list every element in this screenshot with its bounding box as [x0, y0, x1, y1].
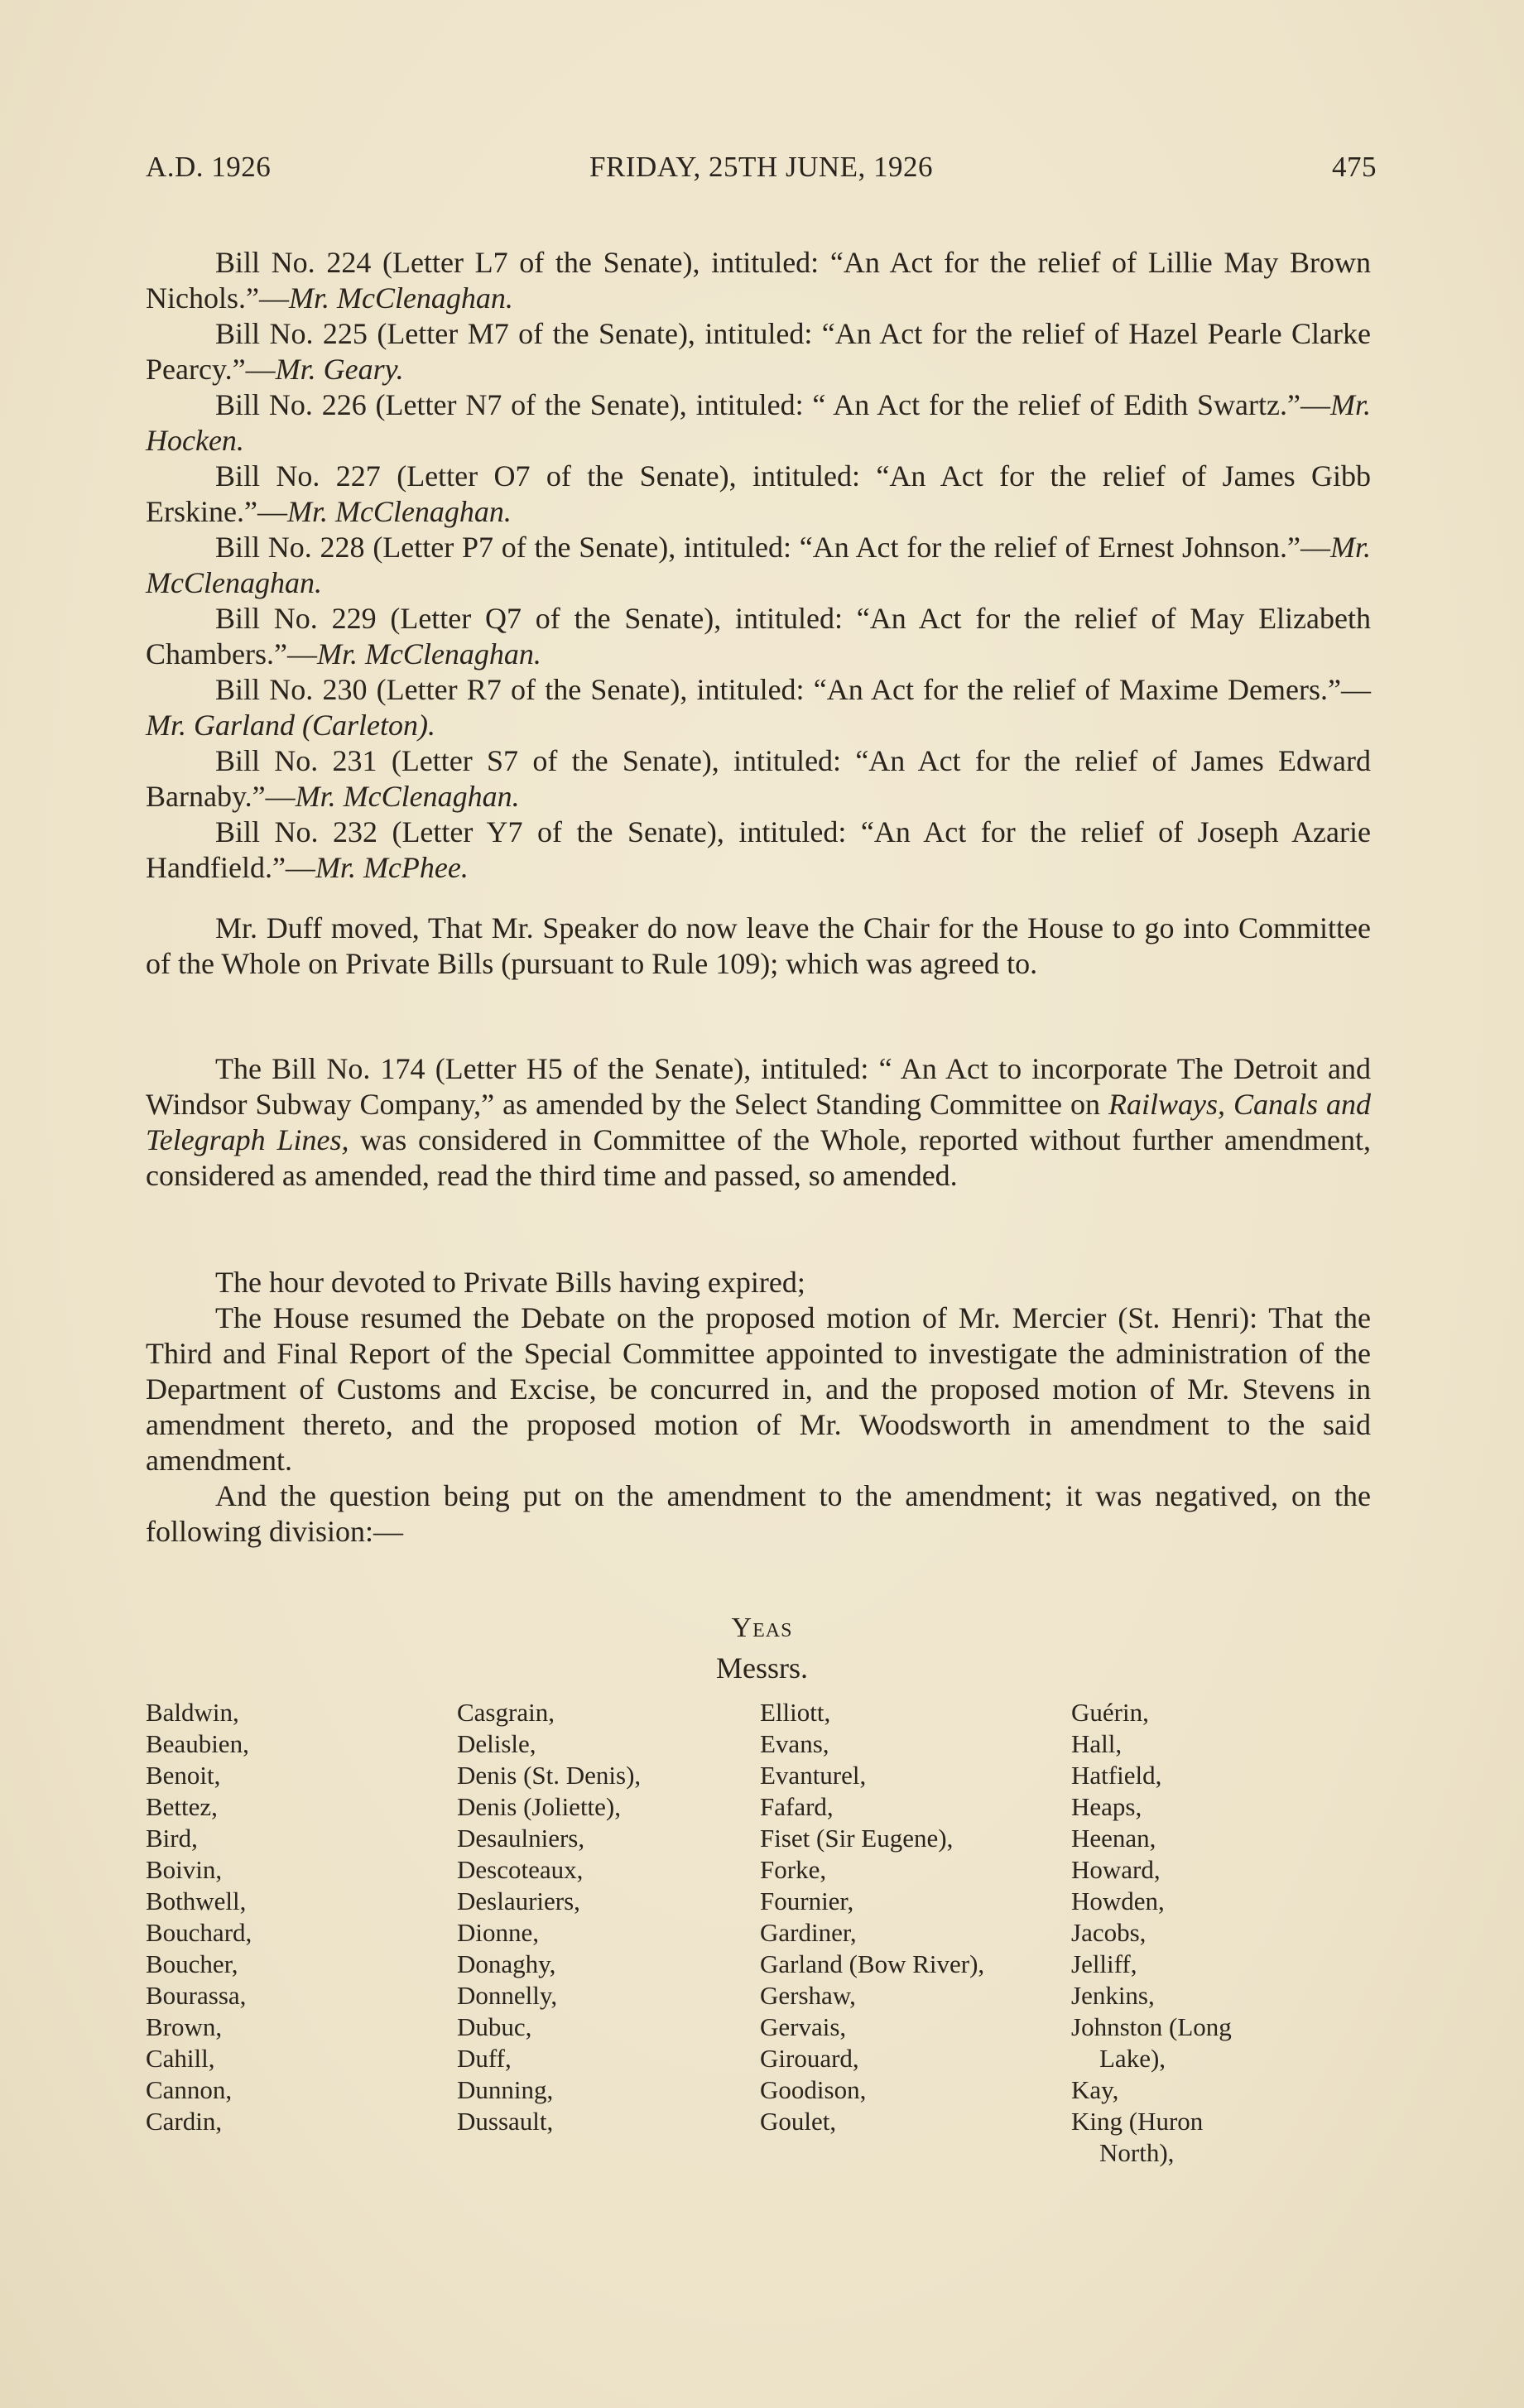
names-column-4: [1071, 1697, 1232, 2169]
member-name: Gershaw,: [760, 1981, 856, 2010]
member-name: Cahill,: [146, 2044, 215, 2073]
member-name: Donaghy,: [457, 1949, 556, 1978]
member-name: Garland (Bow River),: [760, 1949, 985, 1978]
member-name: Fafard,: [760, 1792, 834, 1821]
member-name: Cannon,: [146, 2075, 233, 2104]
bill-entry: Bill No. 231 (Letter S7 of the Senate), intituled: “An Act for the relief of James Edward Barnaby.”—Mr. McClenaghan.: [146, 744, 1371, 813]
names-column-2: [457, 1697, 641, 2137]
member-name: Elliott,: [760, 1698, 831, 1727]
names-column-3: [760, 1697, 984, 2137]
member-name: Jenkins,: [1071, 1981, 1155, 2010]
member-name: Cardin,: [146, 2107, 223, 2136]
member-name: Denis (St. Denis),: [457, 1761, 642, 1790]
member-name-continued: North),: [1099, 2138, 1175, 2167]
bill-entry: Bill No. 225 (Letter M7 of the Senate), intituled: “An Act for the relief of Hazel Pearle Clarke Pearcy.”—Mr. Geary.: [146, 317, 1371, 386]
member-name: Howard,: [1071, 1855, 1161, 1884]
bill-entry: Bill No. 229 (Letter Q7 of the Senate), intituled: “An Act for the relief of May Elizabeth Chambers.”—Mr. McClenaghan.: [146, 602, 1371, 670]
member-name: Bothwell,: [146, 1887, 247, 1915]
member-name: Dionne,: [457, 1918, 540, 1947]
header-date: FRIDAY, 25TH JUNE, 1926: [589, 151, 934, 183]
member-name: Bettez,: [146, 1792, 218, 1821]
page-number: 475: [1332, 151, 1377, 183]
member-name: Descoteaux,: [457, 1855, 584, 1884]
bill-entry: Bill No. 224 (Letter L7 of the Senate), intituled: “An Act for the relief of Lillie May Brown Nichols.”—Mr. McClenaghan.: [146, 246, 1371, 315]
bill-entry: Bill No. 227 (Letter O7 of the Senate), intituled: “An Act for the relief of James Gibb Erskine.”—Mr. McClenaghan.: [146, 459, 1371, 528]
bill-entry: Bill No. 230 (Letter R7 of the Senate), intituled: “An Act for the relief of Maxime Demers.”—Mr. Garland (Carleton).: [146, 673, 1371, 742]
member-name: Heenan,: [1071, 1824, 1156, 1853]
member-name: Beaubien,: [146, 1729, 249, 1758]
messrs-label: Messrs.: [715, 1651, 808, 1685]
bill-174-paragraph: The Bill No. 174 (Letter H5 of the Senate), intituled: “ An Act to incorporate The Detroit and Windsor Subway Company,” as amended by the Select Standing Committee on Railways, Canals and Telegraph Lines, was considered in Committee of the Whole, reported without further amendment, considered as amended, read the third time and passed, so amended.: [146, 1052, 1371, 1192]
member-name: Howden,: [1071, 1887, 1165, 1915]
bill-entry: Bill No. 226 (Letter N7 of the Senate), intituled: “ An Act for the relief of Edith Swartz.”—Mr. Hocken.: [146, 388, 1371, 457]
motion-paragraph: Mr. Duff moved, That Mr. Speaker do now leave the Chair for the House to go into Committee of the Whole on Private Bills (pursuant to Rule 109); which was agreed to.: [146, 911, 1371, 980]
member-name: Evans,: [760, 1729, 829, 1758]
member-name: Dunning,: [457, 2075, 554, 2104]
names-column-1: [146, 1697, 252, 2137]
member-name: Goulet,: [760, 2107, 837, 2136]
member-name: Gardiner,: [760, 1918, 857, 1947]
member-name: Casgrain,: [457, 1698, 555, 1727]
member-name: Delisle,: [457, 1729, 536, 1758]
member-name: Guérin,: [1071, 1698, 1149, 1727]
member-name-continued: Lake),: [1099, 2044, 1166, 2073]
private-bills-expired: The hour devoted to Private Bills having expired;: [215, 1266, 805, 1299]
yeas-heading: Yeas: [731, 1613, 793, 1643]
member-name: King (Huron: [1071, 2107, 1204, 2136]
debate-paragraph: The House resumed the Debate on the proposed motion of Mr. Mercier (St. Henri): That the Third and Final Report of the Special Committee appointed to investigate the administration of the Department of Customs and Excise, be concurred in, and the proposed motion of Mr. Stevens in amendment thereto, and the proposed motion of Mr. Woodsworth in amendment to the said amendment.: [146, 1301, 1371, 1477]
bills-list: [146, 245, 1371, 886]
member-name: Denis (Joliette),: [457, 1792, 622, 1821]
member-name: Duff,: [457, 2044, 512, 2073]
page-header: [146, 151, 1377, 192]
bill-entry: Bill No. 232 (Letter Y7 of the Senate), intituled: “An Act for the relief of Joseph Azarie Handfield.”—Mr. McPhee.: [146, 815, 1371, 884]
division-intro: And the question being put on the amendment to the amendment; it was negatived, on the following division:—: [146, 1479, 1371, 1548]
member-name: Girouard,: [760, 2044, 859, 2073]
member-name: Fournier,: [760, 1887, 854, 1915]
member-name: Bourassa,: [146, 1981, 247, 2010]
member-name: Desaulniers,: [457, 1824, 585, 1853]
member-name: Deslauriers,: [457, 1887, 580, 1915]
member-name: Brown,: [146, 2012, 223, 2041]
member-name: Goodison,: [760, 2075, 867, 2104]
member-name: Dubuc,: [457, 2012, 532, 2041]
member-name: Evanturel,: [760, 1761, 867, 1790]
member-name: Hall,: [1071, 1729, 1123, 1758]
member-name: Bouchard,: [146, 1918, 252, 1947]
member-name: Boucher,: [146, 1949, 238, 1978]
member-name: Hatfield,: [1071, 1761, 1162, 1790]
member-name: Forke,: [760, 1855, 827, 1884]
member-name: Jacobs,: [1071, 1918, 1147, 1947]
member-name: Fiset (Sir Eugene),: [760, 1824, 954, 1853]
member-name: Dussault,: [457, 2107, 554, 2136]
member-name: Heaps,: [1071, 1792, 1142, 1821]
member-name: Kay,: [1071, 2075, 1119, 2104]
header-year: A.D. 1926: [146, 151, 272, 183]
member-name: Baldwin,: [146, 1698, 239, 1727]
member-name: Gervais,: [760, 2012, 847, 2041]
member-name: Boivin,: [146, 1855, 223, 1884]
member-name: Jelliff,: [1071, 1949, 1137, 1978]
debate-section: [146, 1265, 1371, 1550]
member-name: Donnelly,: [457, 1981, 558, 2010]
member-name: Bird,: [146, 1824, 198, 1853]
member-name: Johnston (Long: [1071, 2012, 1232, 2041]
bill-entry: Bill No. 228 (Letter P7 of the Senate), intituled: “An Act for the relief of Ernest Johnson.”—Mr. McClenaghan.: [146, 531, 1371, 599]
member-name: Benoit,: [146, 1761, 221, 1790]
